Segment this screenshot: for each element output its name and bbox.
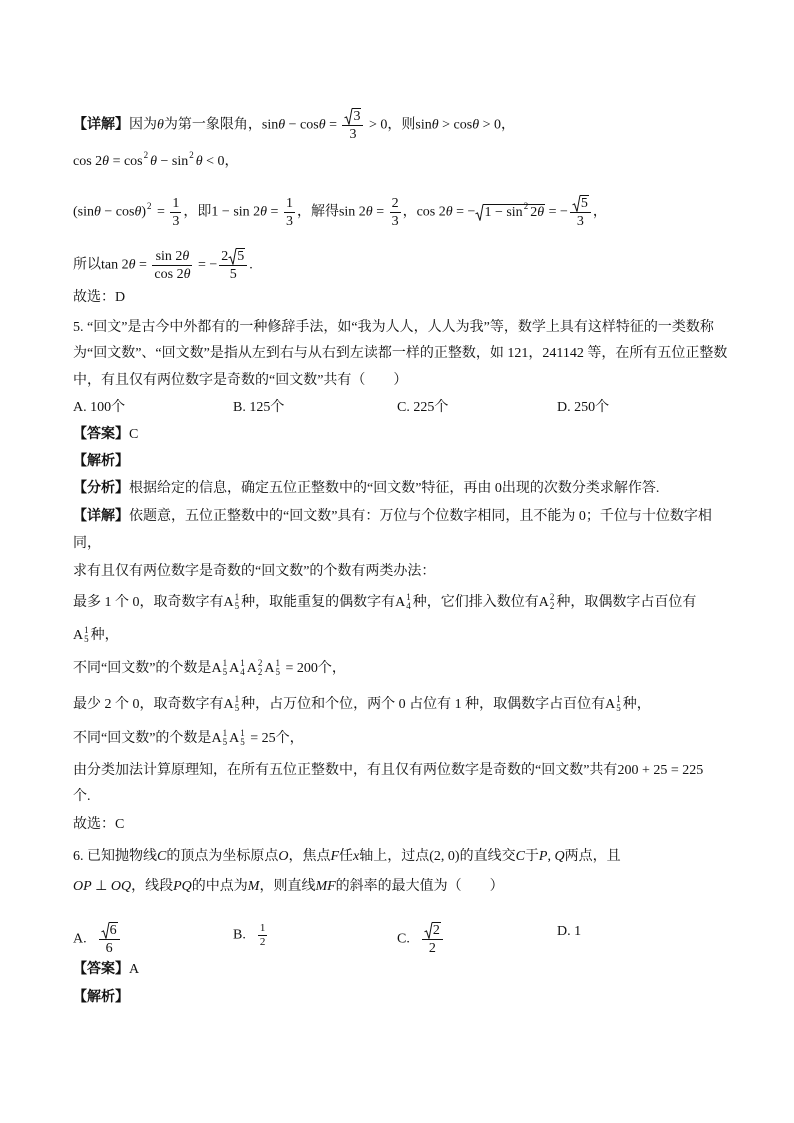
math-variable: θ	[431, 117, 439, 133]
math-expression: 2	[428, 941, 436, 956]
square-root	[228, 248, 245, 265]
text-run: 两点，且	[564, 849, 621, 864]
fraction-numerator	[284, 195, 295, 213]
math-variable: C	[515, 849, 525, 864]
math-expression: =	[372, 204, 388, 220]
math-expression: 3	[391, 214, 399, 229]
math-expression: 1 − sin	[484, 204, 523, 220]
q4-choice	[73, 288, 125, 308]
math-expression: 3	[285, 214, 293, 229]
math-variable: θ	[182, 249, 190, 264]
math-expression: 3	[172, 214, 180, 229]
q5-option-d	[557, 398, 609, 418]
math-expression: − cos	[100, 204, 135, 220]
superscript: 2	[523, 200, 529, 211]
fraction	[170, 195, 181, 230]
permutation-indices	[235, 593, 240, 611]
math-expression: = 200	[281, 661, 318, 676]
permutation-superscript: 1	[240, 728, 245, 738]
q6-option-b	[233, 922, 269, 948]
text-run: A.	[73, 931, 87, 947]
permutation-superscript: 1	[240, 658, 245, 668]
text-run: 故选：D	[73, 290, 126, 305]
text-run: A	[129, 962, 140, 977]
permutation-subscript: 4	[240, 667, 245, 677]
math-expression: tan 2	[101, 257, 129, 273]
math-expression: A	[223, 595, 234, 610]
q5-detail-line	[73, 562, 435, 582]
fraction	[422, 922, 443, 957]
permutation-indices	[275, 659, 280, 677]
math-expression: cos 2	[416, 204, 446, 220]
permutation-subscript: 5	[275, 667, 280, 677]
math-expression: 5	[237, 249, 245, 264]
math-expression: =	[267, 204, 282, 220]
permutation-indices	[258, 659, 263, 677]
math-expression: sin 2	[338, 204, 366, 220]
math-expression: 5	[580, 196, 588, 211]
square-root	[424, 922, 441, 939]
permutation-subscript: 5	[616, 703, 621, 713]
text-run: ，	[592, 204, 607, 220]
math-variable: Q	[554, 849, 565, 864]
math-expression: =	[135, 257, 151, 273]
math-expression: 5	[229, 267, 237, 282]
text-run: 由分类加法计算原理知，在所有五位正整数中，有且仅有两位数字是奇数的“回文数”共有	[73, 763, 618, 778]
text-run: ，解得	[296, 204, 339, 220]
math-variable: x	[353, 849, 360, 864]
permutation-indices	[550, 593, 555, 611]
fraction-denominator	[99, 940, 120, 957]
radical-sign-icon	[475, 204, 483, 221]
math-expression: = 25	[246, 731, 276, 746]
math-expression: A	[211, 661, 222, 676]
math-variable: θ	[195, 154, 203, 169]
math-expression: − sin	[157, 154, 189, 169]
permutation-subscript: 4	[406, 601, 411, 611]
text-run: 种，占万位和个位，两个 0 占位有 1 种，取偶数字占百位有	[241, 697, 606, 712]
math-expression: sin	[261, 117, 279, 133]
math-expression: A	[223, 697, 234, 712]
text-run: 种，	[622, 697, 651, 712]
q4-detail-line	[73, 195, 607, 229]
math-variable: θ	[260, 204, 268, 220]
math-variable: F	[330, 849, 340, 864]
text-run: 种，它们排入数位有	[412, 595, 539, 610]
math-expression: A	[538, 595, 549, 610]
math-variable: θ	[128, 257, 136, 273]
fraction-numerator	[258, 922, 268, 936]
math-expression: 2	[530, 204, 538, 220]
text-run: 轴上，过点	[359, 849, 430, 864]
permutation-superscript: 1	[84, 625, 89, 635]
q5-detail-line	[73, 534, 101, 554]
permutation-superscript: 1	[234, 592, 240, 602]
text-run: ，则	[387, 117, 416, 133]
math-variable: θ	[134, 204, 142, 220]
text-run: B.	[233, 927, 246, 943]
q5-analysis-label	[73, 452, 129, 472]
permutation-subscript: 2	[257, 667, 263, 677]
section-label: 【详解】	[73, 509, 129, 524]
text-run: 故选：C	[73, 817, 125, 832]
permutation-superscript: 1	[234, 694, 240, 704]
fraction	[390, 195, 401, 230]
permutation-indices	[223, 659, 228, 677]
q6-option-d	[557, 922, 581, 942]
q4-detail-line	[73, 248, 253, 282]
text-run: 种，取能重复的偶数字有	[241, 595, 396, 610]
math-expression: A	[229, 661, 240, 676]
radicand	[352, 108, 361, 125]
permutation-indices	[235, 695, 240, 713]
q5-detail-line	[73, 695, 651, 715]
math-expression: 3	[576, 214, 584, 229]
text-run: ，线段	[131, 879, 174, 894]
math-variable: θ	[150, 154, 158, 169]
math-variable: MF	[315, 879, 336, 894]
radicand	[109, 922, 118, 939]
math-expression: =	[325, 117, 341, 133]
math-variable: P	[538, 849, 548, 864]
text-run: 中，有且仅有两位数字是奇数的“回文数”共有（ ）	[73, 373, 408, 388]
permutation-subscript: 5	[84, 634, 89, 644]
text-run: 任	[339, 849, 354, 864]
q5-choice	[73, 815, 124, 835]
fraction-numerator	[152, 248, 192, 266]
permutation-indices	[84, 626, 89, 644]
fraction-numerator	[219, 248, 247, 266]
fraction-numerator	[422, 922, 443, 940]
q5-option-b	[233, 398, 284, 418]
text-run: 最少 2 个 0，取奇数字有	[73, 697, 224, 712]
text-run: C. 225个	[397, 400, 449, 415]
permutation-subscript: 5	[222, 667, 228, 677]
q6-analysis-label	[73, 988, 129, 1008]
radical-sign-icon	[424, 922, 432, 939]
radicand	[483, 200, 545, 221]
math-expression: (sin	[73, 204, 94, 220]
fraction-denominator	[284, 213, 295, 230]
q6-stem-line	[73, 847, 621, 867]
text-run: D. 250个	[557, 400, 610, 415]
math-expression: 1	[285, 196, 293, 211]
q5-detail-line	[73, 761, 703, 781]
math-expression: < 0	[202, 154, 225, 169]
q5-option-c	[397, 398, 448, 418]
math-variable: M	[247, 879, 260, 894]
math-expression: 1	[172, 196, 180, 211]
text-run: 不同“回文数”的个数是	[73, 661, 212, 676]
square-root	[344, 108, 361, 125]
section-label: 【分析】	[73, 481, 129, 496]
math-expression: ⊥	[91, 879, 111, 894]
q5-stem-line	[73, 344, 727, 364]
text-run: 最多 1 个 0，取奇数字有	[73, 595, 224, 610]
text-run: 为“回文数”、“回文数”是指从左到右与从右到左读都一样的正整数，如 121，241142 等，在所有五位正整数	[73, 346, 728, 361]
fraction-denominator	[152, 266, 192, 283]
permutation-superscript: 2	[549, 592, 555, 602]
superscript: 2	[189, 150, 194, 160]
text-run: 根据给定的信息，确定五位正整数中的“回文数”特征，再由 0出现的次数分类求解作答.	[129, 481, 660, 496]
q5-detail-line	[73, 507, 712, 527]
fraction-denominator	[170, 213, 181, 230]
superscript: 2	[147, 200, 152, 211]
math-expression: = −	[452, 204, 476, 220]
math-expression: 2	[391, 196, 399, 211]
permutation-indices	[240, 659, 245, 677]
math-variable: PQ	[173, 879, 192, 894]
q6-option-a	[73, 922, 122, 956]
permutation-indices	[406, 593, 411, 611]
text-run: ，即	[183, 204, 212, 220]
section-label: 【解析】	[73, 454, 129, 469]
radicand	[580, 195, 589, 212]
radicand	[432, 922, 441, 939]
math-expression: > 0	[479, 117, 501, 133]
permutation-superscript: 1	[222, 658, 228, 668]
q4-detail-line	[73, 108, 515, 142]
math-expression: 2	[432, 923, 440, 938]
permutation-indices	[240, 729, 245, 747]
text-run: 5. “回文”是古今中外都有的一种修辞手法，如“我为人人，人人为我”等，数学上具有这样特征的一类数称	[73, 320, 714, 335]
q5-detail-line	[73, 787, 91, 807]
math-expression: cos 2	[154, 267, 184, 282]
text-run: D. 1	[557, 924, 582, 939]
math-expression: sin	[415, 117, 432, 133]
fraction	[342, 108, 363, 143]
math-expression: > cos	[438, 117, 473, 133]
text-run: C.	[397, 931, 410, 947]
permutation-subscript: 5	[234, 601, 240, 611]
math-expression: A	[229, 731, 240, 746]
fraction-denominator	[258, 936, 268, 949]
math-expression: A	[246, 661, 257, 676]
q5-stem-line	[73, 371, 407, 391]
math-expression: cos 2	[73, 154, 103, 169]
math-variable: θ	[183, 267, 191, 282]
text-run: B. 125个	[233, 400, 285, 415]
text-run: C	[129, 427, 139, 442]
fraction-numerator	[170, 195, 181, 213]
radical-sign-icon	[572, 195, 580, 212]
fraction-numerator	[390, 195, 401, 213]
math-expression: ,	[547, 849, 555, 864]
text-run: ，	[402, 204, 417, 220]
text-run: 依题意，五位正整数中的“回文数”具有：万位与个位数字相同，且不能为 0；千位与十位数字相	[129, 509, 712, 524]
radical-sign-icon	[228, 248, 236, 265]
square-root	[572, 195, 589, 212]
math-expression: 200 + 25 = 225	[617, 763, 704, 778]
math-variable: θ	[157, 117, 164, 133]
q5-detail-line	[73, 659, 346, 679]
math-variable: θ	[318, 117, 326, 133]
fraction	[99, 922, 120, 957]
permutation-superscript: 1	[406, 592, 411, 602]
permutation-superscript: 2	[257, 658, 263, 668]
math-expression: .	[249, 257, 253, 273]
math-expression: 3	[349, 127, 357, 142]
math-expression: A	[211, 731, 222, 746]
q6-option-c	[397, 922, 445, 956]
q5-detail-line	[73, 593, 696, 613]
math-expression: = −	[545, 204, 568, 220]
text-run: 所以	[73, 257, 101, 273]
text-run: ，	[224, 154, 239, 169]
math-variable: θ	[278, 117, 286, 133]
math-expression: A	[264, 661, 275, 676]
math-variable: C	[157, 849, 167, 864]
text-run: 因为	[129, 117, 157, 133]
square-root	[101, 922, 118, 939]
permutation-superscript: 1	[275, 658, 280, 668]
permutation-superscript: 1	[616, 694, 621, 704]
permutation-indices	[616, 695, 621, 713]
text-run: 不同“回文数”的个数是	[73, 731, 212, 746]
square-root	[475, 200, 545, 221]
q5-detail-line	[73, 626, 119, 646]
text-run: 个，	[275, 731, 304, 746]
math-expression: 6	[105, 941, 113, 956]
permutation-subscript: 5	[240, 737, 245, 747]
fraction-denominator	[570, 213, 591, 230]
section-label: 【答案】	[73, 962, 129, 977]
math-variable: θ	[472, 117, 480, 133]
text-run: 的直线交	[459, 849, 516, 864]
math-variable: θ	[445, 204, 453, 220]
q5-answer	[73, 425, 138, 445]
math-variable: OP	[73, 879, 92, 894]
superscript: 2	[143, 150, 149, 160]
radicand	[236, 248, 245, 265]
fraction-numerator	[99, 922, 120, 940]
permutation-superscript: 1	[222, 728, 228, 738]
permutation-indices	[223, 729, 228, 747]
text-run: 同，	[73, 536, 101, 551]
text-run: 个，	[317, 661, 346, 676]
math-expression: A	[605, 697, 616, 712]
q4-detail-line	[73, 152, 239, 172]
section-label: 【详解】	[73, 117, 129, 133]
math-expression: (2, 0)	[429, 849, 460, 864]
permutation-subscript: 5	[234, 703, 240, 713]
q5-detail-line	[73, 729, 304, 749]
text-run: 个.	[73, 789, 91, 804]
text-run: 的中点为	[191, 879, 248, 894]
permutation-subscript: 2	[549, 601, 555, 611]
section-label: 【解析】	[73, 990, 129, 1005]
q6-answer	[73, 960, 139, 980]
q5-analysis	[73, 479, 659, 499]
math-variable: θ	[94, 204, 101, 220]
math-expression: =	[153, 204, 169, 220]
math-variable: θ	[537, 204, 545, 220]
math-expression: 1	[259, 922, 266, 934]
fraction	[152, 248, 192, 283]
math-expression: − cos	[285, 117, 319, 133]
radical-sign-icon	[344, 108, 352, 125]
math-expression: 6	[109, 923, 117, 938]
text-run: 求有且仅有两位数字是奇数的“回文数”的个数有两类办法：	[73, 564, 436, 579]
fraction-denominator	[342, 126, 363, 143]
text-run: 种，取偶数字占百位有	[556, 595, 697, 610]
math-expression: A	[395, 595, 406, 610]
text-run: ，则直线	[259, 879, 316, 894]
math-expression: = cos	[109, 154, 143, 169]
text-run: ，	[500, 117, 515, 133]
math-expression: = −	[194, 257, 218, 273]
math-expression: 3	[353, 109, 361, 124]
fraction-denominator	[422, 940, 443, 957]
math-expression: 2	[221, 249, 229, 264]
q5-option-a	[73, 398, 125, 418]
math-expression: > 0	[365, 117, 388, 133]
text-run: 于	[524, 849, 539, 864]
math-expression: 2	[259, 936, 266, 948]
text-run: 的顶点为坐标原点	[166, 849, 279, 864]
radical-sign-icon	[101, 922, 109, 939]
math-variable: OQ	[110, 879, 132, 894]
math-expression: )	[141, 204, 147, 220]
math-variable: θ	[365, 204, 373, 220]
text-run: 的斜率的最大值为（ ）	[335, 879, 504, 894]
text-run: 种，	[90, 628, 119, 643]
math-expression: A	[73, 628, 84, 643]
fraction-numerator	[570, 195, 591, 213]
text-run: 6. 已知抛物线	[73, 849, 157, 864]
fraction	[219, 248, 247, 283]
fraction	[570, 195, 591, 230]
fraction-denominator	[219, 266, 247, 283]
text-run: ，焦点	[288, 849, 331, 864]
fraction-numerator	[342, 108, 363, 126]
q5-stem-line	[73, 318, 714, 338]
text-run: 为第一象限角，	[163, 117, 262, 133]
text-run: A. 100个	[73, 400, 126, 415]
section-label: 【答案】	[73, 427, 129, 442]
math-variable: O	[278, 849, 289, 864]
math-expression: 1 − sin 2	[211, 204, 261, 220]
math-variable: θ	[102, 154, 110, 169]
fraction	[258, 922, 268, 949]
math-expression: sin 2	[155, 249, 183, 264]
q6-stem-line	[73, 877, 504, 897]
permutation-subscript: 5	[222, 737, 228, 747]
fraction	[284, 195, 295, 230]
fraction-denominator	[390, 213, 401, 230]
